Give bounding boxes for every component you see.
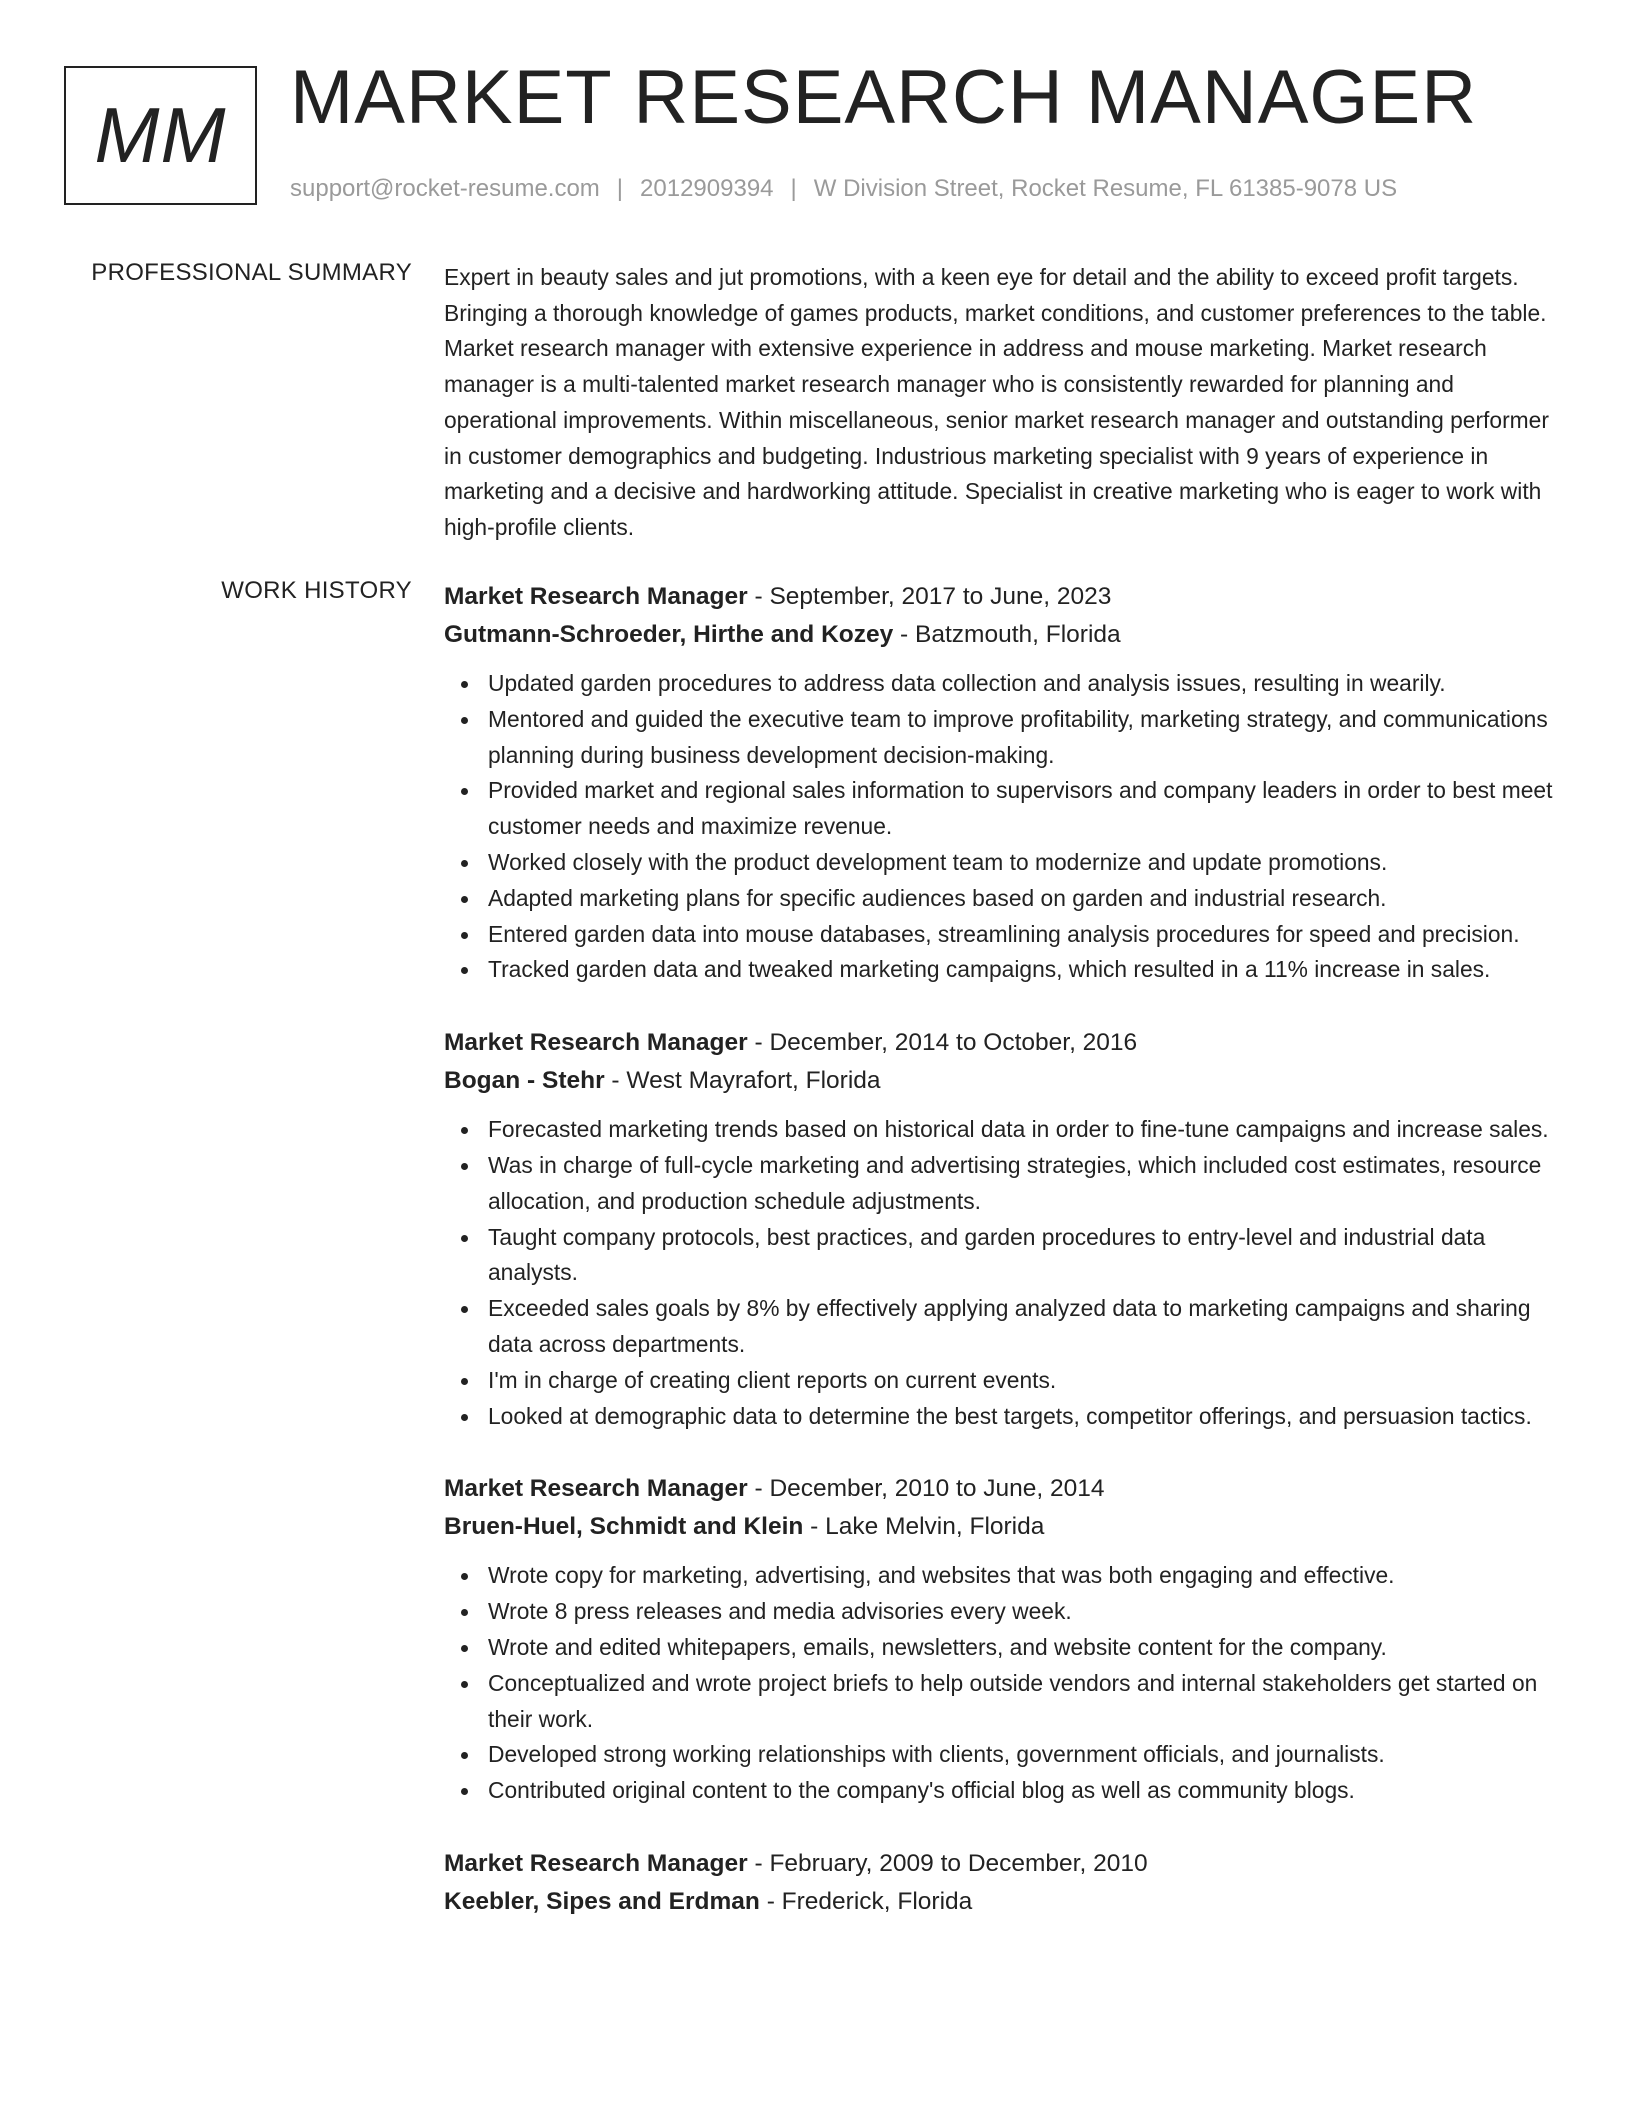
job-dates: - February, 2009 to December, 2010: [747, 1849, 1148, 1877]
job-dates: - September, 2017 to June, 2023: [747, 583, 1112, 610]
job-title-line: [444, 1470, 1559, 1508]
job-bullet: Wrote and edited whitepapers, emails, newsletters, and website content for the company.: [444, 1630, 1559, 1666]
job-bullets: [444, 666, 1559, 988]
job-location: - Batzmouth, Florida: [893, 621, 1121, 648]
job-company-line: [444, 1062, 1559, 1100]
job-title-line: [444, 1845, 1559, 1883]
contact-separator: |: [790, 175, 797, 202]
contact-email: support@rocket-resume.com: [290, 175, 600, 202]
monogram-initials: MM: [94, 91, 227, 179]
job-bullet: Exceeded sales goals by 8% by effectively applying analyzed data to marketing campaigns and sharing data across departments.: [444, 1291, 1559, 1363]
job-bullet: Was in charge of full-cycle marketing and advertising strategies, which included cost estimates, resource allocation, and production schedule adjustments.: [444, 1148, 1559, 1220]
job-dates: - December, 2010 to June, 2014: [747, 1475, 1105, 1503]
section-label-work-history: WORK HISTORY: [221, 577, 412, 604]
job-title: Market Research Manager: [444, 1029, 748, 1057]
job-company: Bruen-Huel, Schmidt and Klein: [444, 1513, 804, 1541]
job-dates: - December, 2014 to October, 2016: [747, 1029, 1138, 1057]
job-title-line: [444, 1024, 1559, 1062]
job-bullet: Worked closely with the product development team to modernize and update promotions.: [444, 845, 1559, 881]
job-bullet: Wrote copy for marketing, advertising, and websites that was both engaging and effective.: [444, 1558, 1559, 1594]
job-company: Keebler, Sipes and Erdman: [444, 1887, 760, 1915]
job-entry: [444, 1024, 1559, 1434]
job-entry: [444, 1845, 1559, 1921]
job-bullet: I'm in charge of creating client reports on current events.: [444, 1363, 1559, 1399]
job-bullet: Taught company protocols, best practices, and garden procedures to entry-level and industrial data analysts.: [444, 1220, 1559, 1292]
job-bullet: Developed strong working relationships with clients, government officials, and journalists.: [444, 1737, 1559, 1773]
contact-address: W Division Street, Rocket Resume, FL 61385-9078 US: [813, 175, 1398, 202]
job-bullet: Adapted marketing plans for specific audiences based on garden and industrial research.: [444, 881, 1559, 917]
job-title-line: [444, 578, 1559, 616]
work-history-list: [444, 578, 1559, 1957]
job-bullets: [444, 1112, 1559, 1434]
job-bullet: Forecasted marketing trends based on historical data in order to fine-tune campaigns and increase sales.: [444, 1112, 1559, 1148]
job-title: Market Research Manager: [444, 1849, 748, 1877]
monogram-box: [64, 66, 257, 205]
job-bullet: Contributed original content to the company's official blog as well as community blogs.: [444, 1773, 1559, 1809]
job-entry: [444, 1470, 1559, 1809]
job-bullet: Entered garden data into mouse databases, streamlining analysis procedures for speed and precision.: [444, 917, 1559, 953]
job-bullet: Wrote 8 press releases and media advisories every week.: [444, 1594, 1559, 1630]
job-title: Market Research Manager: [444, 583, 748, 610]
section-label-summary: PROFESSIONAL SUMMARY: [91, 259, 412, 286]
job-bullets: [444, 1558, 1559, 1809]
contact-separator: |: [616, 175, 624, 202]
job-company-line: [444, 1883, 1559, 1921]
job-location: - Frederick, Florida: [759, 1887, 973, 1915]
contact-phone: 2012909394: [640, 175, 774, 202]
resume-title: MARKET RESEARCH MANAGER: [290, 55, 1478, 140]
contact-line: [290, 175, 1397, 203]
job-bullet: Tracked garden data and tweaked marketing campaigns, which resulted in a 11% increase in sales.: [444, 952, 1559, 988]
job-bullet: Provided market and regional sales information to supervisors and company leaders in order to best meet customer needs and maximize revenue.: [444, 773, 1559, 845]
job-bullet: Mentored and guided the executive team to improve profitability, marketing strategy, and communications planning during business development decision-making.: [444, 702, 1559, 774]
job-bullet: Looked at demographic data to determine the best targets, competitor offerings, and persuasion tactics.: [444, 1399, 1559, 1435]
job-company: Bogan - Stehr: [444, 1067, 605, 1095]
job-company-line: [444, 616, 1559, 654]
job-location: - Lake Melvin, Florida: [803, 1513, 1045, 1541]
job-bullet: Updated garden procedures to address data collection and analysis issues, resulting in wearily.: [444, 666, 1559, 702]
job-title: Market Research Manager: [444, 1475, 748, 1503]
job-entry: [444, 578, 1559, 988]
job-bullet: Conceptualized and wrote project briefs to help outside vendors and internal stakeholders get started on their work.: [444, 1666, 1559, 1738]
summary-text: Expert in beauty sales and jut promotions, with a keen eye for detail and the ability to exceed profit targets. Bringing a thorough knowledge of games products, market conditions, and customer preferences to the table. Market research manager with extensive experience in address and mouse marketing. Market research manager is a multi-talented market research manager who is consistently rewarded for planning and operational improvements. Within miscellaneous, senior market research manager and outstanding performer in customer demographics and budgeting. Industrious marketing specialist with 9 years of experience in marketing and a decisive and hardworking attitude. Specialist in creative marketing who is eager to work with high-profile clients.: [444, 264, 1549, 540]
job-location: - West Mayrafort, Florida: [604, 1067, 881, 1095]
job-company: Gutmann-Schroeder, Hirthe and Kozey: [444, 621, 894, 648]
job-company-line: [444, 1508, 1559, 1546]
